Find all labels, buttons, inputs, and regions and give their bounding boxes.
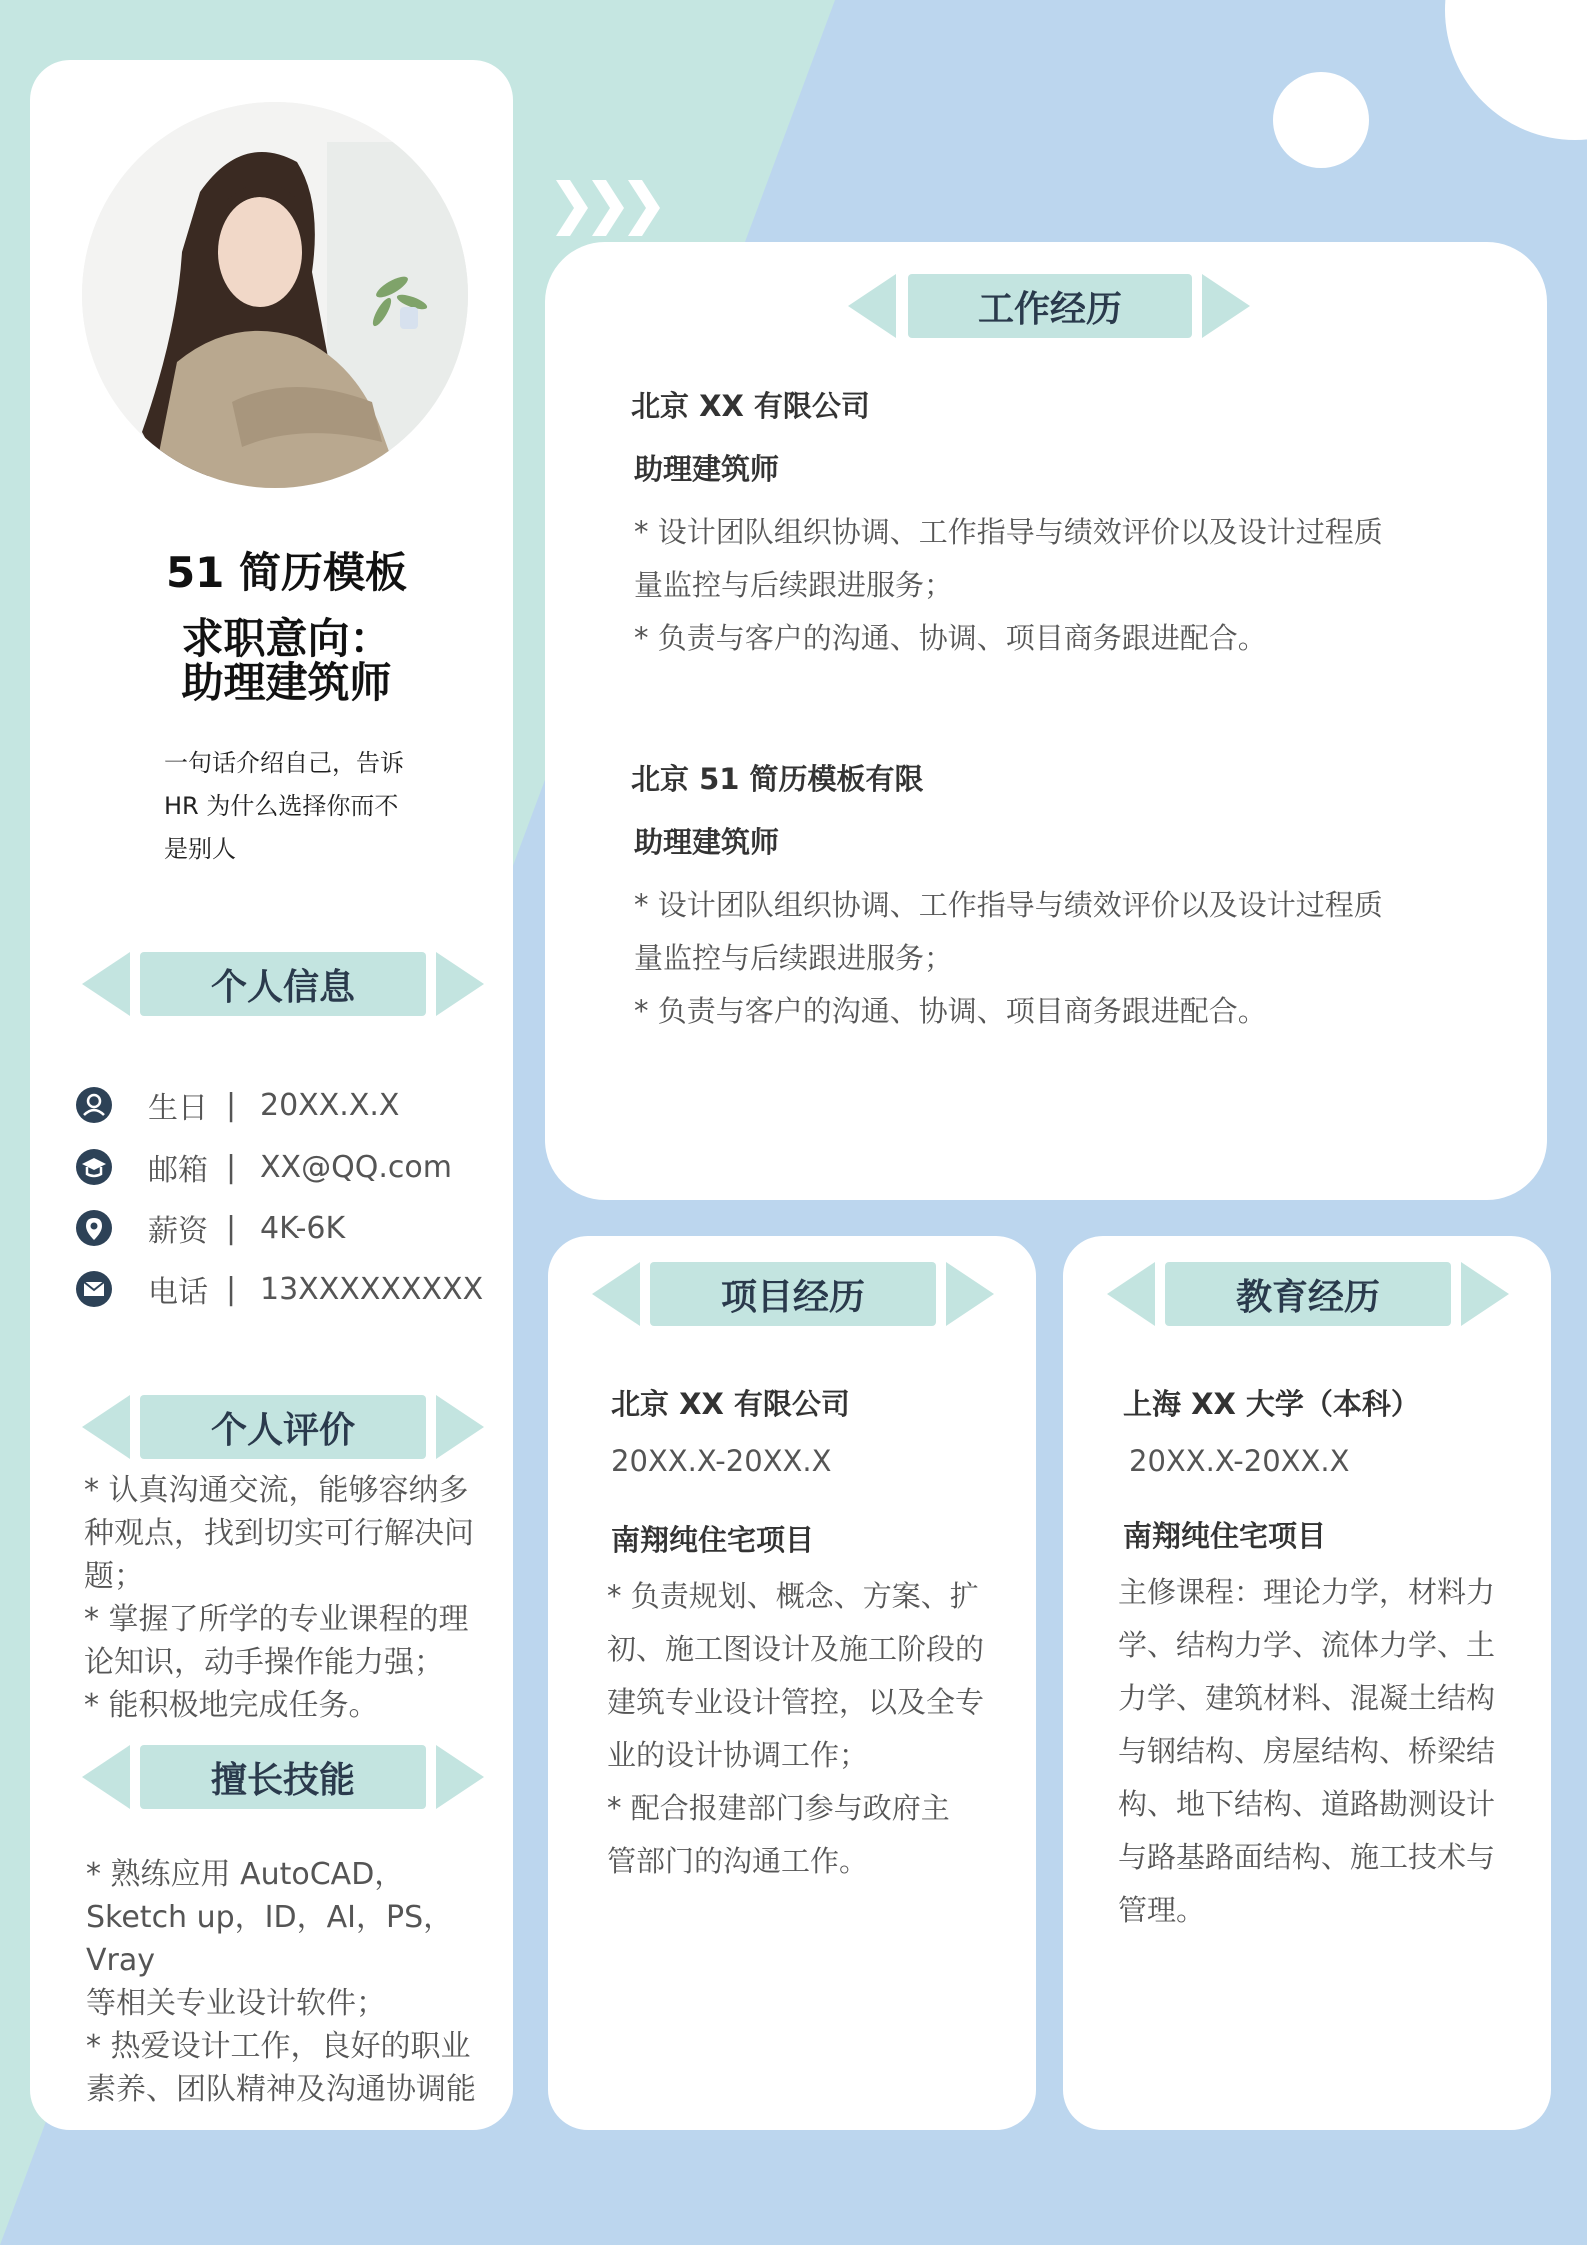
text-line: * 配合报建部门参与政府主 <box>607 1791 950 1825</box>
info-row-salary <box>76 1208 345 1248</box>
location-pin-icon <box>76 1210 112 1246</box>
decorative-circle-small <box>1273 72 1369 168</box>
text-line: 管理。 <box>1118 1893 1206 1927</box>
self-evaluation-text <box>84 1469 504 1727</box>
profile-photo <box>82 102 468 488</box>
text-line: * 设计团队组织协调、工作指导与绩效评价以及设计过程质 <box>634 515 1383 549</box>
text-line: * 熟练应用 AutoCAD， <box>86 1857 405 1892</box>
skills-title: 擅长技能 <box>140 1745 426 1809</box>
work-experience-header <box>848 274 1250 338</box>
skills-header <box>82 1745 484 1809</box>
work-description <box>634 879 1514 1038</box>
text-line: * 负责与客户的沟通、协调、项目商务跟进配合。 <box>634 994 1267 1028</box>
info-value: XX@QQ.com <box>260 1149 452 1185</box>
work-role: 助理建筑师 <box>634 452 780 486</box>
intro-line: HR 为什么选择你而不 <box>164 792 399 820</box>
education-header <box>1107 1262 1509 1326</box>
info-separator: | <box>226 1210 237 1246</box>
work-experience-title: 工作经历 <box>908 274 1192 338</box>
text-line: 力学、建筑材料、混凝土结构 <box>1118 1681 1496 1715</box>
info-key: 薪资 <box>148 1214 208 1249</box>
text-line: 量监控与后续跟进服务； <box>634 568 954 602</box>
work-role: 助理建筑师 <box>634 825 780 859</box>
info-key: 生日 <box>148 1091 208 1126</box>
arrow-left-icon <box>848 274 896 338</box>
text-line: 与路基路面结构、施工技术与 <box>1118 1840 1496 1874</box>
project-experience-title: 项目经历 <box>650 1262 936 1326</box>
skills-text <box>86 1853 506 2111</box>
work-company: 北京 XX 有限公司 <box>631 389 870 423</box>
text-line: 建筑专业设计管控，以及全专 <box>607 1685 985 1719</box>
arrow-left-icon <box>82 952 130 1016</box>
arrow-right-icon <box>436 1745 484 1809</box>
intro-line: 是别人 <box>164 835 236 863</box>
arrow-left-icon <box>1107 1262 1155 1326</box>
info-row-phone <box>76 1269 483 1309</box>
text-line: 业的设计协调工作； <box>607 1738 869 1772</box>
text-line: 量监控与后续跟进服务； <box>634 941 954 975</box>
work-company: 北京 51 简历模板有限 <box>631 762 924 796</box>
education-project: 南翔纯住宅项目 <box>1123 1519 1327 1553</box>
arrow-left-icon <box>82 1395 130 1459</box>
text-line: Sketch up，ID，AI，PS，Vray <box>86 1900 454 1978</box>
project-description <box>607 1570 1027 1888</box>
info-row-email <box>76 1147 452 1187</box>
arrow-right-icon <box>1202 274 1250 338</box>
info-row-birthday <box>76 1085 399 1125</box>
job-intent-label: 求职意向： <box>181 614 392 663</box>
arrow-right-icon <box>946 1262 994 1326</box>
arrow-left-icon <box>592 1262 640 1326</box>
text-line: 构、地下结构、道路勘测设计 <box>1118 1787 1496 1821</box>
intro-line: 一句话介绍自己，告诉 <box>164 749 404 777</box>
self-intro <box>164 742 434 871</box>
text-line: * 负责与客户的沟通、协调、项目商务跟进配合。 <box>634 621 1267 655</box>
text-line: 学、结构力学、流体力学、土 <box>1118 1628 1496 1662</box>
info-separator: | <box>226 1271 237 1307</box>
text-line: 与钢结构、房屋结构、桥梁结 <box>1118 1734 1496 1768</box>
info-value: 20XX.X.X <box>260 1087 400 1123</box>
arrow-right-icon <box>436 952 484 1016</box>
text-line: * 负责规划、概念、方案、扩 <box>607 1579 979 1613</box>
text-line: 主修课程：理论力学，材料力 <box>1118 1575 1496 1609</box>
self-evaluation-title: 个人评价 <box>140 1395 426 1459</box>
job-intent-value: 助理建筑师 <box>181 658 392 707</box>
arrow-right-icon <box>1461 1262 1509 1326</box>
text-line: * 设计团队组织协调、工作指导与绩效评价以及设计过程质 <box>634 888 1383 922</box>
info-value: 13XXXXXXXXX <box>260 1271 484 1307</box>
person-icon <box>76 1087 112 1123</box>
arrow-left-icon <box>82 1745 130 1809</box>
text-line: 素养、团队精神及沟通协调能 <box>86 2072 476 2107</box>
personal-info-header <box>82 952 484 1016</box>
project-company: 北京 XX 有限公司 <box>611 1387 850 1421</box>
info-separator: | <box>226 1149 237 1185</box>
text-line: * 热爱设计工作，良好的职业 <box>86 2029 471 2064</box>
graduation-cap-icon <box>76 1149 112 1185</box>
envelope-icon <box>76 1271 112 1307</box>
text-line: 等相关专业设计软件； <box>86 1986 386 2021</box>
text-line: 种观点，找到切实可行解决问 <box>84 1516 474 1551</box>
project-experience-header <box>592 1262 994 1326</box>
text-line: 管部门的沟通工作。 <box>607 1844 869 1878</box>
info-key: 邮箱 <box>148 1153 208 1188</box>
education-period: 20XX.X-20XX.X <box>1129 1444 1350 1478</box>
text-line: * 掌握了所学的专业课程的理 <box>84 1602 469 1637</box>
text-line: 题； <box>84 1559 144 1594</box>
work-description <box>634 506 1514 665</box>
project-period: 20XX.X-20XX.X <box>611 1444 832 1478</box>
name-heading: 51 简历模板 <box>165 548 408 597</box>
text-line: * 能积极地完成任务。 <box>84 1688 379 1723</box>
info-separator: | <box>226 1087 237 1123</box>
text-line: * 认真沟通交流，能够容纳多 <box>84 1473 469 1508</box>
personal-info-title: 个人信息 <box>140 952 426 1016</box>
text-line: 初、施工图设计及施工阶段的 <box>607 1632 985 1666</box>
info-key: 电话 <box>148 1275 208 1310</box>
education-school: 上海 XX 大学（本科） <box>1123 1387 1420 1421</box>
project-name: 南翔纯住宅项目 <box>611 1523 815 1557</box>
self-evaluation-header <box>82 1395 484 1459</box>
education-title: 教育经历 <box>1165 1262 1451 1326</box>
text-line: 论知识，动手操作能力强； <box>84 1645 444 1680</box>
info-value: 4K-6K <box>260 1210 346 1246</box>
education-description <box>1118 1566 1538 1937</box>
chevron-decoration-icon <box>556 180 666 236</box>
arrow-right-icon <box>436 1395 484 1459</box>
